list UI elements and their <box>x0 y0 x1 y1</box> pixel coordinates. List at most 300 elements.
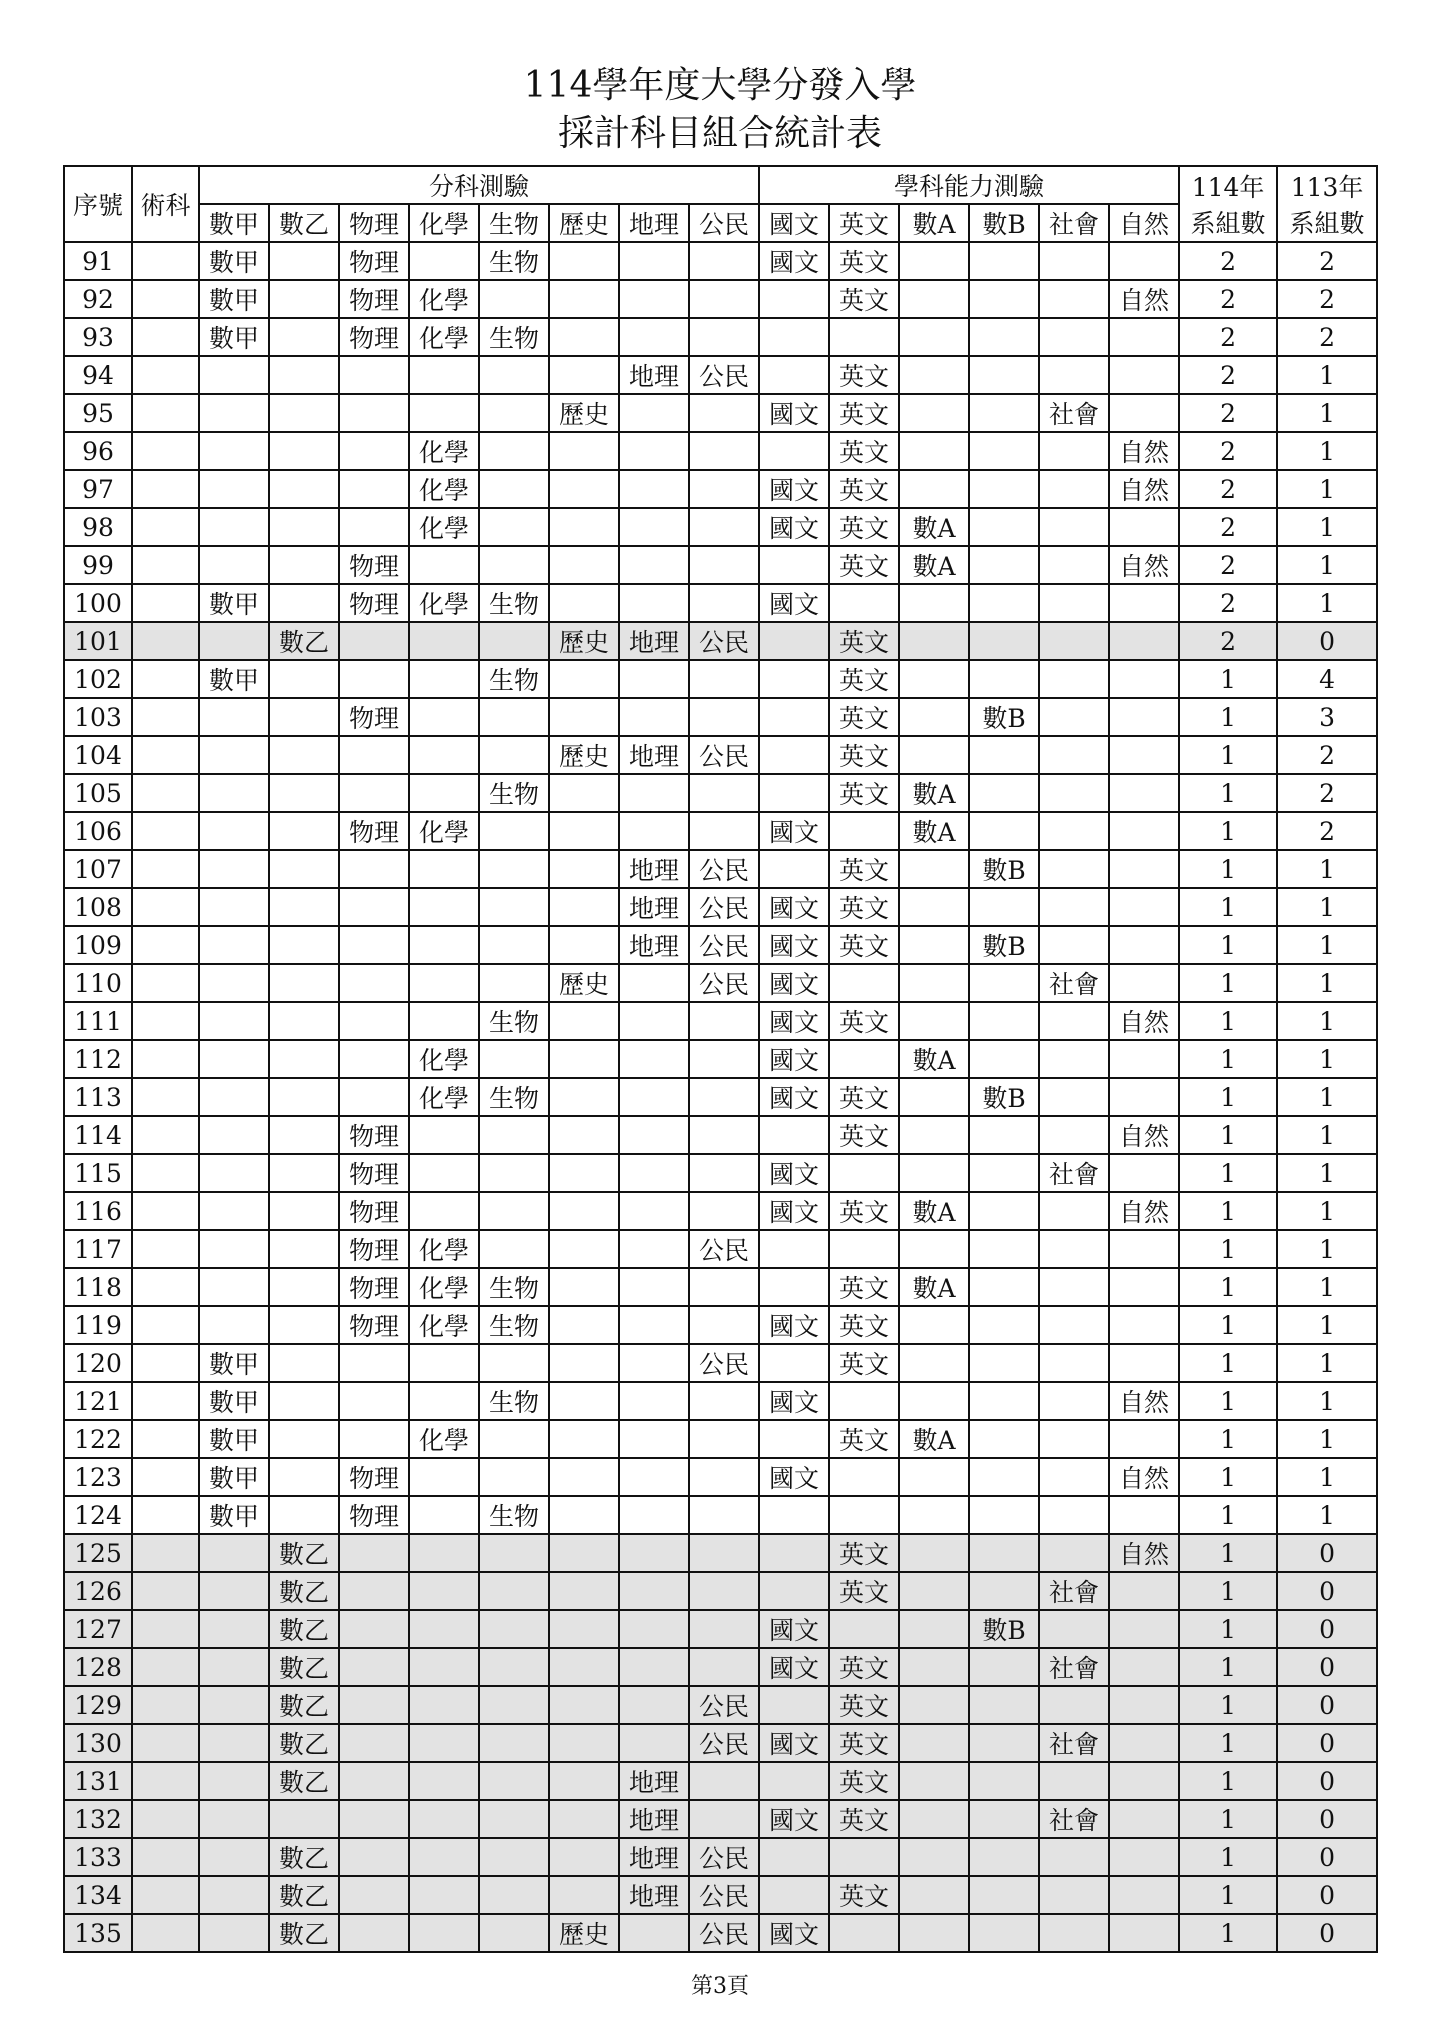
header-113-line2: 系組數 <box>1289 209 1365 238</box>
subject-cell: 公民 <box>689 736 759 774</box>
count-113: 2 <box>1277 812 1377 850</box>
count-114: 2 <box>1179 242 1277 280</box>
row-number: 106 <box>64 812 132 850</box>
count-113: 1 <box>1277 470 1377 508</box>
table-row <box>64 1154 1377 1192</box>
subject-cell: 數甲 <box>199 1382 269 1420</box>
subject-cell <box>199 1610 269 1648</box>
subject-cell <box>199 850 269 888</box>
subject-cell <box>759 1116 829 1154</box>
subject-cell <box>409 1572 479 1610</box>
subject-cell <box>1109 1572 1179 1610</box>
subject-cell <box>899 850 969 888</box>
subject-cell <box>899 660 969 698</box>
subject-cell <box>689 698 759 736</box>
row-number: 125 <box>64 1534 132 1572</box>
count-114: 1 <box>1179 1572 1277 1610</box>
subject-cell <box>132 1192 199 1230</box>
subject-cell: 公民 <box>689 1914 759 1952</box>
subject-cell <box>269 850 339 888</box>
subject-cell <box>899 1230 969 1268</box>
subject-cell <box>132 812 199 850</box>
subject-cell <box>479 508 549 546</box>
subject-cell: 物理 <box>339 1496 409 1534</box>
subject-cell <box>132 1914 199 1952</box>
subject-cell: 公民 <box>689 1686 759 1724</box>
table-row <box>64 1914 1377 1952</box>
subject-cell <box>829 584 899 622</box>
subject-cell <box>619 1724 689 1762</box>
count-113: 1 <box>1277 1420 1377 1458</box>
subject-cell <box>409 1800 479 1838</box>
subject-cell <box>269 698 339 736</box>
subject-cell: 英文 <box>829 1002 899 1040</box>
subject-cell <box>199 1078 269 1116</box>
subject-cell <box>619 280 689 318</box>
subject-cell: 社會 <box>1039 394 1109 432</box>
subject-cell <box>479 1344 549 1382</box>
subject-cell <box>549 1382 619 1420</box>
subject-cell <box>689 1458 759 1496</box>
document-title: 114學年度大學分發入學 <box>523 65 917 106</box>
subject-cell <box>199 1914 269 1952</box>
count-114: 1 <box>1179 926 1277 964</box>
subject-cell <box>689 812 759 850</box>
subject-cell: 自然 <box>1109 280 1179 318</box>
subject-cell <box>549 1078 619 1116</box>
subject-cell <box>969 1420 1039 1458</box>
subject-cell <box>409 698 479 736</box>
subject-cell <box>969 1534 1039 1572</box>
subject-cell <box>619 774 689 812</box>
count-113: 0 <box>1277 1610 1377 1648</box>
subject-cell: 生物 <box>479 1078 549 1116</box>
subject-cell <box>899 698 969 736</box>
row-number: 114 <box>64 1116 132 1154</box>
row-number: 126 <box>64 1572 132 1610</box>
subject-cell <box>479 1154 549 1192</box>
count-113: 1 <box>1277 1268 1377 1306</box>
subject-cell <box>132 546 199 584</box>
table-row <box>64 1458 1377 1496</box>
subject-cell <box>409 1762 479 1800</box>
subject-cell <box>969 432 1039 470</box>
row-number: 96 <box>64 432 132 470</box>
subject-cell <box>409 1344 479 1382</box>
table-row <box>64 1534 1377 1572</box>
document-subtitle: 採計科目組合統計表 <box>557 113 882 154</box>
count-113: 1 <box>1277 1078 1377 1116</box>
subject-cell <box>689 584 759 622</box>
subject-cell <box>1109 1838 1179 1876</box>
subject-cell <box>899 1382 969 1420</box>
subject-cell <box>269 812 339 850</box>
subject-cell <box>479 1040 549 1078</box>
subject-cell <box>969 1230 1039 1268</box>
count-113: 1 <box>1277 1382 1377 1420</box>
subject-cell <box>199 1040 269 1078</box>
count-113: 1 <box>1277 888 1377 926</box>
subject-cell <box>689 1116 759 1154</box>
table-row <box>64 698 1377 736</box>
subject-cell <box>969 1572 1039 1610</box>
subject-cell <box>132 1572 199 1610</box>
subject-cell <box>132 584 199 622</box>
subject-cell <box>619 660 689 698</box>
count-114: 1 <box>1179 1724 1277 1762</box>
subject-cell <box>759 1344 829 1382</box>
subject-cell <box>339 660 409 698</box>
subject-cell: 英文 <box>829 470 899 508</box>
subject-cell <box>132 508 199 546</box>
subject-cell: 數B <box>969 698 1039 736</box>
table-row <box>64 584 1377 622</box>
subject-cell <box>132 242 199 280</box>
subject-cell <box>269 280 339 318</box>
subject-cell <box>759 356 829 394</box>
subject-cell <box>199 1648 269 1686</box>
table-row <box>64 280 1377 318</box>
count-113: 2 <box>1277 318 1377 356</box>
subject-cell: 地理 <box>619 1838 689 1876</box>
subject-cell <box>899 622 969 660</box>
subject-cell <box>269 1192 339 1230</box>
subject-cell <box>969 964 1039 1002</box>
subject-cell <box>132 394 199 432</box>
subject-cell <box>199 1002 269 1040</box>
table-row <box>64 318 1377 356</box>
table-row <box>64 1268 1377 1306</box>
subject-cell: 地理 <box>619 622 689 660</box>
subject-cell <box>409 1154 479 1192</box>
subject-cell <box>619 1914 689 1952</box>
subject-cell <box>269 1382 339 1420</box>
subject-cell <box>689 546 759 584</box>
subject-cell <box>549 318 619 356</box>
subject-cell <box>549 1572 619 1610</box>
row-number: 100 <box>64 584 132 622</box>
subject-cell <box>1109 1648 1179 1686</box>
subject-cell <box>479 1230 549 1268</box>
header-subject-ast: 公民 <box>689 204 759 242</box>
count-114: 1 <box>1179 1002 1277 1040</box>
subject-cell: 化學 <box>409 812 479 850</box>
count-114: 1 <box>1179 1192 1277 1230</box>
subject-cell <box>689 660 759 698</box>
subject-cell <box>549 850 619 888</box>
count-114: 1 <box>1179 1496 1277 1534</box>
count-113: 0 <box>1277 1686 1377 1724</box>
subject-cell <box>969 1724 1039 1762</box>
subject-cell: 物理 <box>339 1116 409 1154</box>
subject-cell <box>199 432 269 470</box>
subject-cell <box>969 1306 1039 1344</box>
subject-cell: 數甲 <box>199 1344 269 1382</box>
subject-cell <box>969 1876 1039 1914</box>
row-number: 132 <box>64 1800 132 1838</box>
subject-cell <box>899 1838 969 1876</box>
row-number: 102 <box>64 660 132 698</box>
subject-cell: 英文 <box>829 622 899 660</box>
page-number: 第3頁 <box>691 1974 749 1999</box>
subject-cell <box>199 1306 269 1344</box>
subject-cell: 英文 <box>829 1116 899 1154</box>
subject-cell: 英文 <box>829 394 899 432</box>
subject-cell <box>549 1458 619 1496</box>
subject-cell <box>619 1040 689 1078</box>
count-114: 1 <box>1179 1800 1277 1838</box>
subject-cell <box>1039 736 1109 774</box>
subject-cell <box>829 1838 899 1876</box>
subject-cell: 物理 <box>339 698 409 736</box>
subject-cell: 物理 <box>339 1268 409 1306</box>
subject-cell: 化學 <box>409 470 479 508</box>
count-114: 1 <box>1179 1686 1277 1724</box>
subject-cell <box>132 280 199 318</box>
subject-cell: 英文 <box>829 698 899 736</box>
header-subject-gsat: 社會 <box>1039 204 1109 242</box>
subject-cell: 數甲 <box>199 318 269 356</box>
subject-cell: 英文 <box>829 1686 899 1724</box>
subject-cell <box>1109 1610 1179 1648</box>
subject-cell: 物理 <box>339 318 409 356</box>
subject-cell <box>1039 470 1109 508</box>
subject-cell: 公民 <box>689 356 759 394</box>
subject-cell <box>899 1724 969 1762</box>
subject-cell: 數A <box>899 1420 969 1458</box>
subject-cell: 化學 <box>409 1230 479 1268</box>
subject-cell: 國文 <box>759 242 829 280</box>
subject-cell: 英文 <box>829 546 899 584</box>
subject-cell: 社會 <box>1039 1648 1109 1686</box>
subject-cell: 英文 <box>829 432 899 470</box>
subject-cell <box>969 1914 1039 1952</box>
header-subject-ast: 地理 <box>619 204 689 242</box>
subject-cell <box>479 1534 549 1572</box>
count-114: 1 <box>1179 1382 1277 1420</box>
subject-cell <box>1109 1496 1179 1534</box>
subject-cell <box>479 1116 549 1154</box>
count-114: 1 <box>1179 1610 1277 1648</box>
subject-cell <box>479 1420 549 1458</box>
subject-cell <box>1109 660 1179 698</box>
subject-cell: 化學 <box>409 1040 479 1078</box>
subject-cell <box>339 1534 409 1572</box>
count-113: 1 <box>1277 926 1377 964</box>
subject-cell <box>132 1040 199 1078</box>
subject-cell: 化學 <box>409 1268 479 1306</box>
subject-cell <box>479 432 549 470</box>
subject-cell <box>969 1344 1039 1382</box>
subject-cell <box>829 1458 899 1496</box>
subject-cell: 生物 <box>479 584 549 622</box>
subject-cell <box>619 964 689 1002</box>
subject-cell <box>1039 774 1109 812</box>
row-number: 99 <box>64 546 132 584</box>
table-row <box>64 1496 1377 1534</box>
subject-cell <box>969 1268 1039 1306</box>
subject-cell: 國文 <box>759 888 829 926</box>
subject-cell <box>969 356 1039 394</box>
row-number: 129 <box>64 1686 132 1724</box>
subject-cell <box>132 1154 199 1192</box>
subject-cell <box>1039 1838 1109 1876</box>
subject-cell <box>479 1610 549 1648</box>
subject-cell <box>339 1420 409 1458</box>
subject-cell <box>899 584 969 622</box>
subject-cell <box>1039 280 1109 318</box>
subject-cell <box>132 1306 199 1344</box>
subject-cell <box>969 1116 1039 1154</box>
subject-cell: 英文 <box>829 1420 899 1458</box>
subject-cell <box>479 964 549 1002</box>
count-114: 1 <box>1179 1040 1277 1078</box>
count-113: 1 <box>1277 546 1377 584</box>
subject-cell <box>199 698 269 736</box>
subject-cell <box>269 660 339 698</box>
subject-cell <box>969 1686 1039 1724</box>
subject-cell <box>409 356 479 394</box>
subject-cell <box>409 1002 479 1040</box>
subject-cell <box>549 1800 619 1838</box>
subject-cell: 國文 <box>759 1154 829 1192</box>
subject-cell <box>619 432 689 470</box>
subject-cell: 公民 <box>689 888 759 926</box>
row-number: 105 <box>64 774 132 812</box>
subject-cell <box>689 1762 759 1800</box>
subject-cell <box>1109 812 1179 850</box>
subject-cell <box>479 1914 549 1952</box>
row-number: 92 <box>64 280 132 318</box>
count-114: 1 <box>1179 850 1277 888</box>
subject-cell: 數乙 <box>269 1648 339 1686</box>
subject-cell: 生物 <box>479 1496 549 1534</box>
count-113: 0 <box>1277 1648 1377 1686</box>
subject-cell <box>619 1230 689 1268</box>
subject-cell <box>969 318 1039 356</box>
subject-cell: 物理 <box>339 1458 409 1496</box>
subject-cell: 英文 <box>829 1306 899 1344</box>
subject-cell: 自然 <box>1109 546 1179 584</box>
count-113: 1 <box>1277 964 1377 1002</box>
subject-cell <box>689 432 759 470</box>
subject-cell <box>969 1496 1039 1534</box>
subject-cell: 地理 <box>619 926 689 964</box>
subject-cell <box>1039 926 1109 964</box>
subject-cell <box>199 888 269 926</box>
subject-cell: 地理 <box>619 1762 689 1800</box>
subject-cell <box>1109 1154 1179 1192</box>
row-number: 115 <box>64 1154 132 1192</box>
subject-cell: 化學 <box>409 280 479 318</box>
table-row <box>64 1572 1377 1610</box>
row-number: 124 <box>64 1496 132 1534</box>
subject-cell: 公民 <box>689 1876 759 1914</box>
row-number: 117 <box>64 1230 132 1268</box>
subject-cell <box>199 736 269 774</box>
subject-cell <box>1109 1800 1179 1838</box>
table-row <box>64 1192 1377 1230</box>
subject-cell: 物理 <box>339 1230 409 1268</box>
subject-cell: 數乙 <box>269 1610 339 1648</box>
subject-cell <box>409 1838 479 1876</box>
subject-cell <box>759 736 829 774</box>
subject-cell <box>409 660 479 698</box>
subject-cell <box>132 1762 199 1800</box>
subject-cell <box>199 1572 269 1610</box>
subject-cell: 國文 <box>759 394 829 432</box>
subject-cell <box>199 1876 269 1914</box>
subject-cell <box>409 622 479 660</box>
subject-cell <box>549 1154 619 1192</box>
table-row <box>64 926 1377 964</box>
subject-cell: 生物 <box>479 1306 549 1344</box>
subject-cell <box>689 318 759 356</box>
subject-cell <box>269 1496 339 1534</box>
subject-cell <box>689 1192 759 1230</box>
subject-cell <box>619 1192 689 1230</box>
table-row <box>64 242 1377 280</box>
table-row <box>64 470 1377 508</box>
subject-cell: 國文 <box>759 1724 829 1762</box>
table-row <box>64 394 1377 432</box>
subject-cell <box>269 546 339 584</box>
subject-cell <box>269 470 339 508</box>
subject-cell <box>479 1762 549 1800</box>
header-114-line2: 系組數 <box>1190 209 1266 238</box>
row-number: 95 <box>64 394 132 432</box>
table-row <box>64 812 1377 850</box>
subject-cell: 物理 <box>339 242 409 280</box>
table-row <box>64 774 1377 812</box>
subject-cell <box>759 280 829 318</box>
subject-cell: 公民 <box>689 850 759 888</box>
subject-cell <box>1109 1268 1179 1306</box>
subject-cell <box>339 1610 409 1648</box>
subject-cell <box>339 394 409 432</box>
subject-cell <box>132 888 199 926</box>
subject-cell: 公民 <box>689 926 759 964</box>
subject-cell: 數A <box>899 1040 969 1078</box>
subject-cell <box>899 736 969 774</box>
header-subject-ast: 物理 <box>339 204 409 242</box>
header-subject-ast: 歷史 <box>549 204 619 242</box>
count-114: 1 <box>1179 1268 1277 1306</box>
subject-cell: 英文 <box>829 1762 899 1800</box>
row-number: 108 <box>64 888 132 926</box>
subject-cell: 化學 <box>409 508 479 546</box>
subject-cell: 英文 <box>829 1078 899 1116</box>
subject-cell <box>199 470 269 508</box>
subject-cell <box>899 1914 969 1952</box>
subject-cell <box>689 1572 759 1610</box>
table-row <box>64 1838 1377 1876</box>
count-114: 2 <box>1179 470 1277 508</box>
subject-cell <box>899 964 969 1002</box>
subject-cell <box>339 1648 409 1686</box>
subject-cell <box>759 1534 829 1572</box>
subject-cell <box>132 1268 199 1306</box>
subject-cell <box>269 926 339 964</box>
header-subject-gsat: 英文 <box>829 204 899 242</box>
row-number: 101 <box>64 622 132 660</box>
subject-cell <box>619 1496 689 1534</box>
subject-cell <box>549 812 619 850</box>
subject-cell <box>269 356 339 394</box>
subject-cell <box>619 1116 689 1154</box>
subject-cell: 國文 <box>759 1306 829 1344</box>
header-arts: 術科 <box>132 166 199 242</box>
